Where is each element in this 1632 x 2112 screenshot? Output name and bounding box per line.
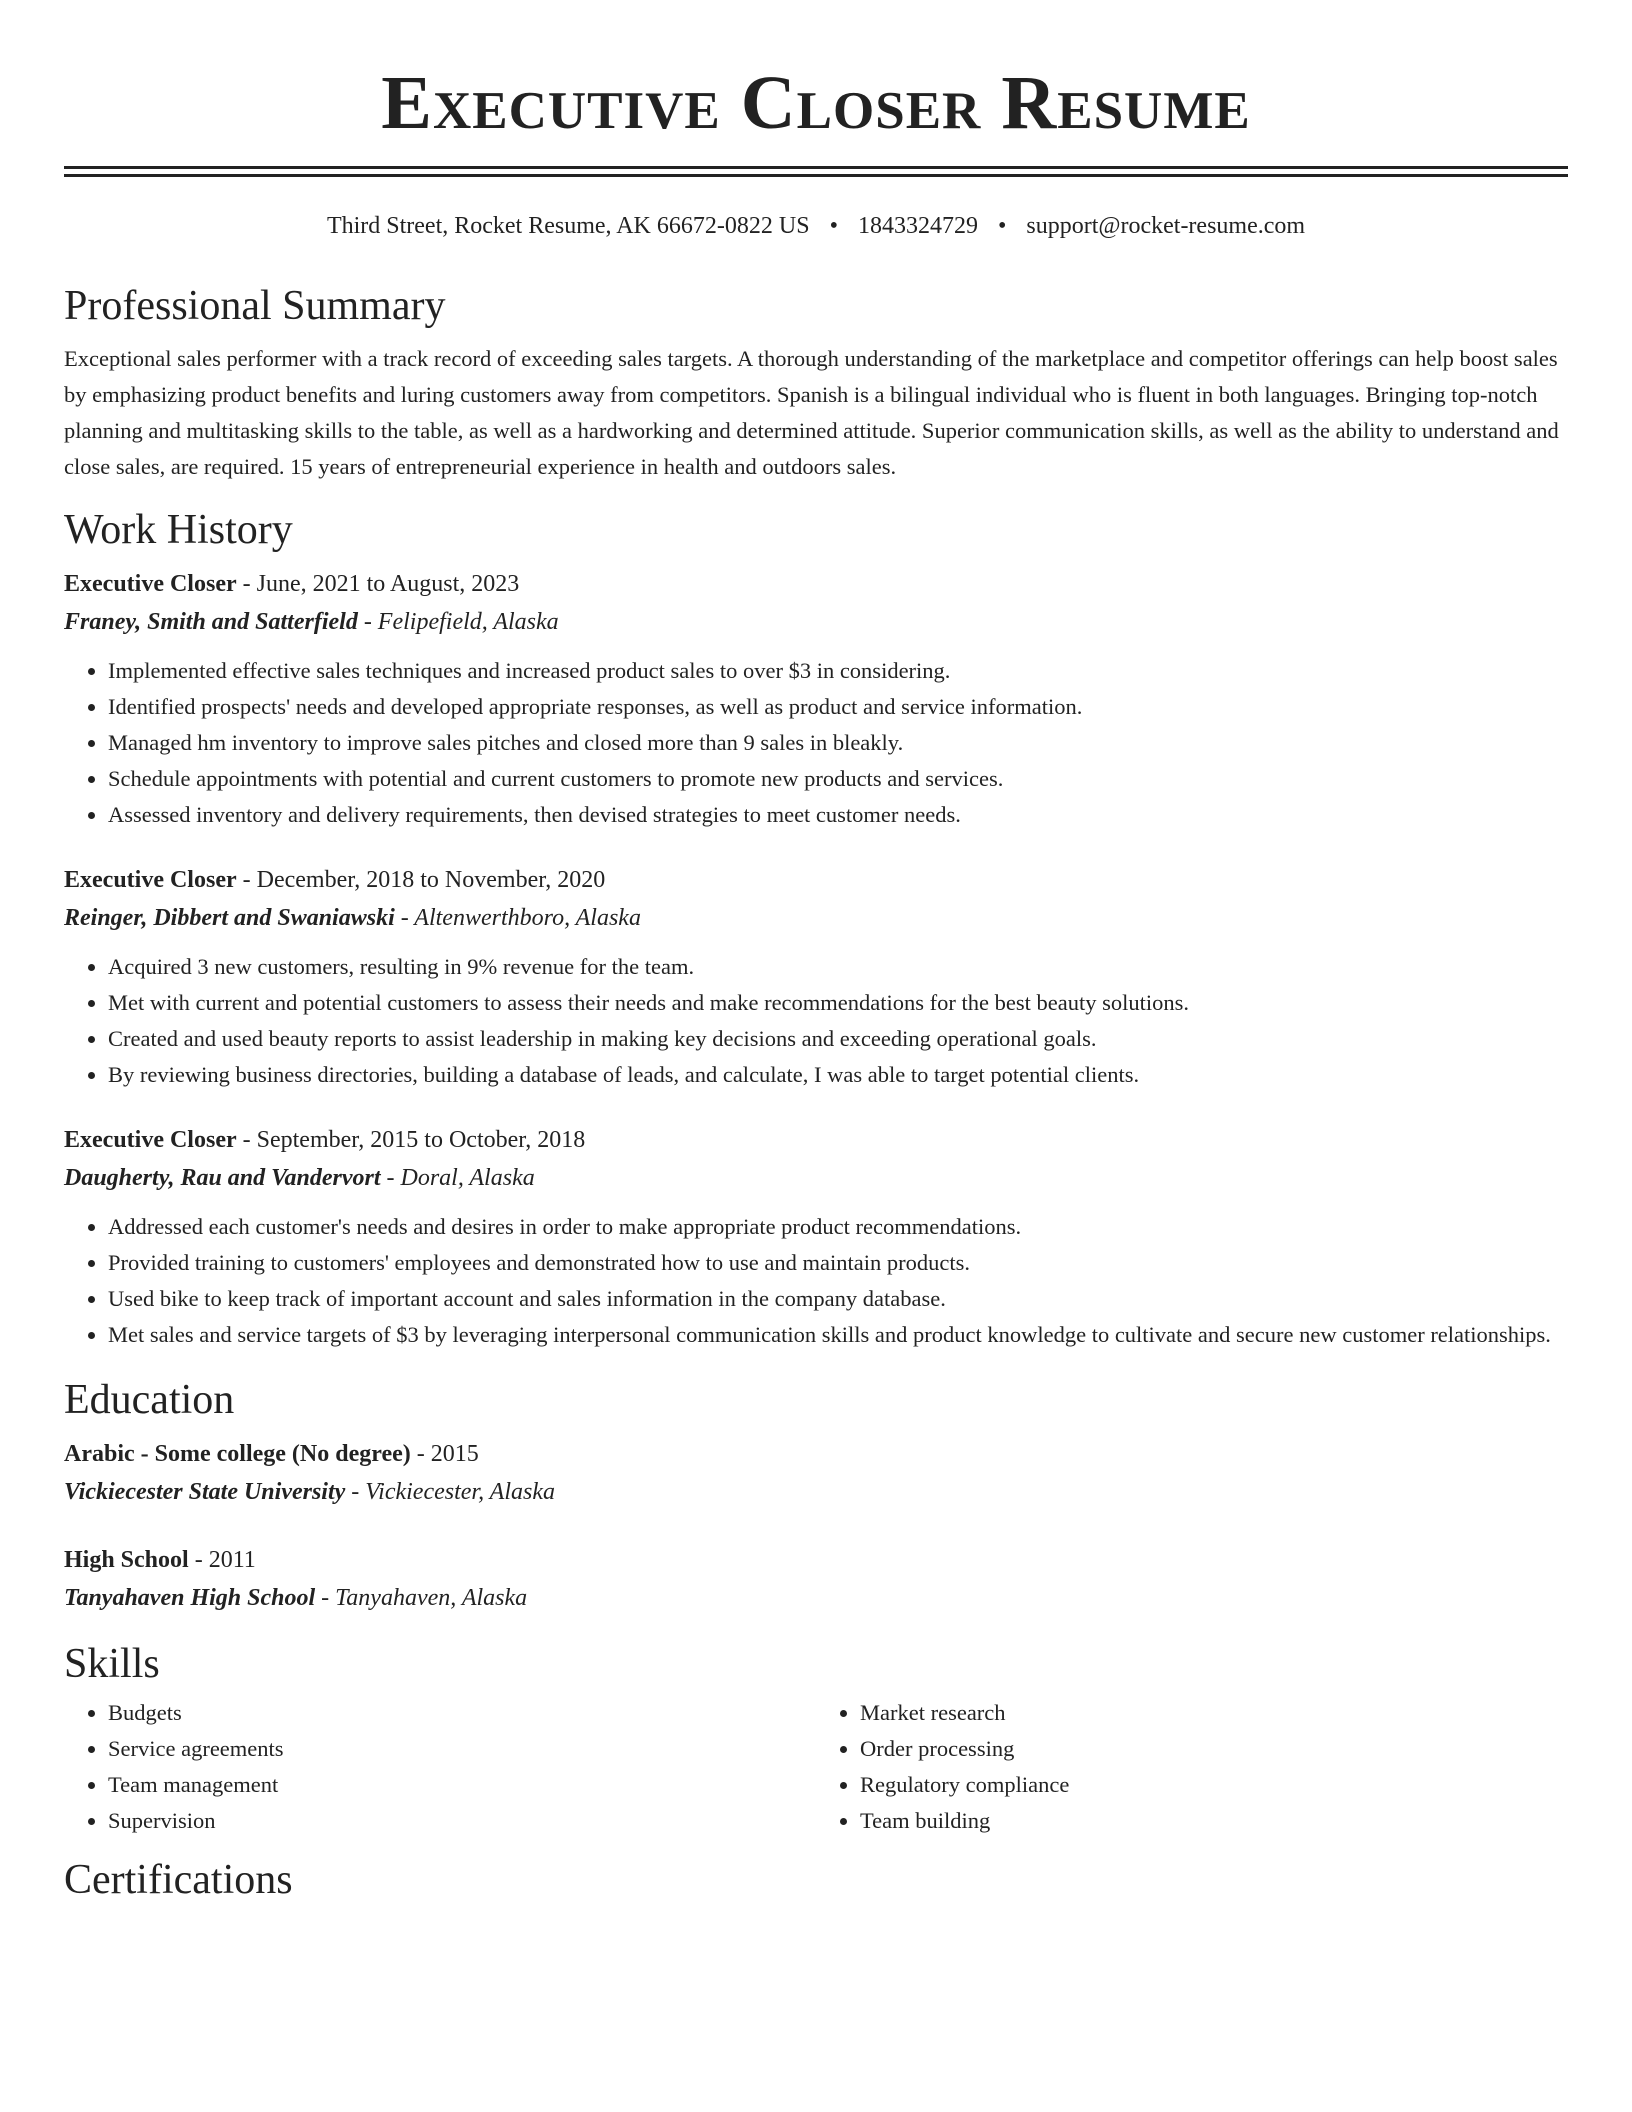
employer-location: - Felipefield, Alaska <box>357 609 559 635</box>
duty-item: • By reviewing business directories, building a database of leads, and calculate, I was able to target potential clients. <box>108 1057 1568 1093</box>
skill-item: • Order processing <box>860 1731 1568 1767</box>
contact-separator: • <box>997 213 1007 239</box>
contact-separator: • <box>829 213 838 239</box>
skills-list <box>64 1695 1568 1839</box>
job-title: Executive Closer <box>64 571 237 597</box>
employer-name: Daugherty, Rau and Vandervort <box>64 1165 381 1191</box>
employer-line <box>64 899 1568 937</box>
skill-item: • Team building <box>860 1803 1568 1839</box>
employer-line <box>64 1159 1568 1197</box>
skill-item: • Regulatory compliance <box>860 1767 1568 1803</box>
duty-item: • Met sales and service targets of $3 by leveraging interpersonal communication skills and product knowledge to cultivate and secure new customer relationships. <box>108 1317 1568 1353</box>
employer-line <box>64 603 1568 641</box>
degree-year: - 2015 <box>410 1441 479 1467</box>
degree-name: High School <box>64 1547 189 1573</box>
title-divider <box>64 166 1568 177</box>
job-dates: - June, 2021 to August, 2023 <box>236 571 520 597</box>
job-title: Executive Closer <box>64 867 237 893</box>
duty-item: • Assessed inventory and delivery requirements, then devised strategies to meet customer needs. <box>108 797 1568 833</box>
skills-column-left <box>64 1695 816 1839</box>
job-title-line <box>64 1121 1568 1159</box>
employer-name: Reinger, Dibbert and Swaniawski <box>64 905 395 931</box>
skills-column-right <box>816 1695 1568 1839</box>
degree-line <box>64 1541 1568 1579</box>
education-entry <box>64 1541 1568 1617</box>
education-entry <box>64 1435 1568 1511</box>
employer-name: Franey, Smith and Satterfield <box>64 609 358 635</box>
duty-item: • Met with current and potential customers to assess their needs and make recommendations for the best beauty solutions. <box>108 985 1568 1021</box>
duty-item: • Acquired 3 new customers, resulting in 9% revenue for the team. <box>108 949 1568 985</box>
contact-line <box>64 211 1568 241</box>
degree-year: - 2011 <box>188 1547 256 1573</box>
job-duties <box>64 1209 1568 1353</box>
degree-line <box>64 1435 1568 1473</box>
contact-phone: 1843324729 <box>857 213 978 239</box>
duty-item: • Provided training to customers' employees and demonstrated how to use and maintain products. <box>108 1245 1568 1281</box>
skills-heading: Skills <box>64 1641 160 1687</box>
education-heading: Education <box>64 1377 235 1423</box>
employer-location: - Altenwerthboro, Alaska <box>394 905 641 931</box>
certifications-heading: Certifications <box>64 1857 293 1903</box>
duty-item: • Schedule appointments with potential and current customers to promote new products and services. <box>108 761 1568 797</box>
duty-item: • Managed hm inventory to improve sales pitches and closed more than 9 sales in bleakly. <box>108 725 1568 761</box>
job-duties <box>64 949 1568 1093</box>
job-title: Executive Closer <box>64 1127 237 1153</box>
contact-address: Third Street, Rocket Resume, AK 66672-0822 US <box>326 213 810 239</box>
job-title-line <box>64 565 1568 603</box>
school-name: Vickiecester State University <box>64 1479 346 1505</box>
job-entry <box>64 861 1568 1093</box>
job-duties <box>64 653 1568 833</box>
job-entry <box>64 565 1568 833</box>
skill-item: • Budgets <box>108 1695 816 1731</box>
skill-item: • Market research <box>860 1695 1568 1731</box>
degree-name: Arabic - Some college (No degree) <box>64 1441 411 1467</box>
work-history-heading: Work History <box>64 507 293 553</box>
resume-title: Executive Closer Resume <box>381 61 1251 145</box>
employer-location: - Doral, Alaska <box>380 1165 535 1191</box>
duty-item: • Implemented effective sales techniques and increased product sales to over $3 in considering. <box>108 653 1568 689</box>
summary-text: Exceptional sales performer with a track record of exceeding sales targets. A thorough understanding of the marketplace and competitor offerings can help boost sales by emphasizing product benefits and luring customers away from competitors. Spanish is a bilingual individual who is fluent in both languages. Bringing top-notch planning and multitasking skills to the table, as well as a hardworking and determined attitude. Superior communication skills, as well as the ability to understand and close sales, are required. 15 years of entrepreneurial experience in health and outdoors sales. <box>64 346 1559 479</box>
school-line <box>64 1579 1568 1617</box>
school-location: - Tanyahaven, Alaska <box>315 1585 528 1611</box>
job-dates: - December, 2018 to November, 2020 <box>236 867 606 893</box>
job-title-line <box>64 861 1568 899</box>
contact-email: support@rocket-resume.com <box>1026 213 1306 239</box>
skill-item: • Supervision <box>108 1803 816 1839</box>
school-name: Tanyahaven High School <box>64 1585 316 1611</box>
skill-item: • Service agreements <box>108 1731 816 1767</box>
duty-item: • Identified prospects' needs and developed appropriate responses, as well as product and service information. <box>108 689 1568 725</box>
duty-item: • Created and used beauty reports to assist leadership in making key decisions and exceeding operational goals. <box>108 1021 1568 1057</box>
skill-item: • Team management <box>108 1767 816 1803</box>
job-dates: - September, 2015 to October, 2018 <box>236 1127 586 1153</box>
duty-item: • Used bike to keep track of important account and sales information in the company database. <box>108 1281 1568 1317</box>
school-location: - Vickiecester, Alaska <box>345 1479 555 1505</box>
duty-item: • Addressed each customer's needs and desires in order to make appropriate product recommendations. <box>108 1209 1568 1245</box>
school-line <box>64 1473 1568 1511</box>
summary-heading: Professional Summary <box>64 283 446 329</box>
job-entry <box>64 1121 1568 1353</box>
